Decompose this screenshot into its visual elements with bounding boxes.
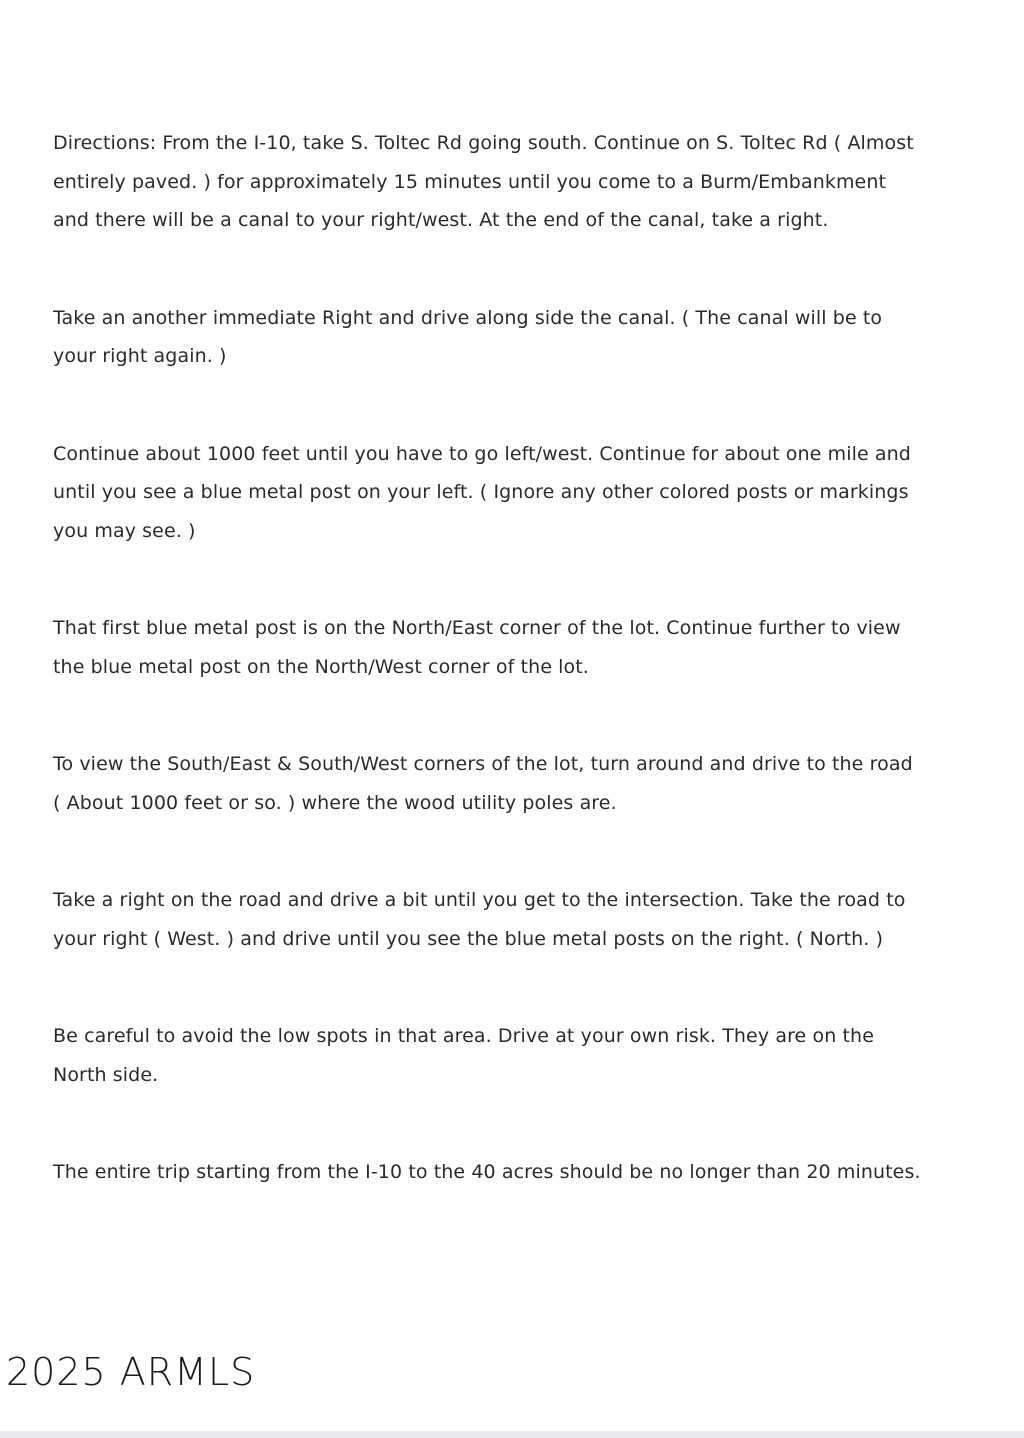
paragraph-directions-intro: Directions: From the I-10, take S. Toltec Rd going south. Continue on S. Toltec Rd ( Almost entirely paved. ) for approximately 15 minutes until you come to a Burm/Embankment and there will be a canal to your right/west. At the end of the canal, take a right. (53, 132, 914, 231)
paragraph-immediate-right: Take an another immediate Right and drive along side the canal. ( The canal will be to your right again. ) (53, 306, 883, 367)
directions-document (53, 124, 923, 1192)
armls-watermark: 2025 ARMLS (6, 1350, 256, 1394)
paragraph-low-spots-warning: Be careful to avoid the low spots in that area. Drive at your own risk. They are on the North side. (53, 1025, 874, 1086)
bottom-divider (0, 1431, 1024, 1438)
paragraph-right-on-road: Take a right on the road and drive a bit until you get to the intersection. Take the road to your right ( West. ) and drive until you see the blue metal posts on the right. ( North. ) (53, 889, 906, 950)
paragraph-continue-1000-feet: Continue about 1000 feet until you have to go left/west. Continue for about one mile and until you see a blue metal post on your left. ( Ignore any other colored posts or markings you may see. ) (53, 442, 911, 542)
paragraph-south-corners: To view the South/East & South/West corners of the lot, turn around and drive to the road ( About 1000 feet or so. ) where the wood utility poles are. (53, 753, 913, 814)
paragraph-trip-duration: The entire trip starting from the I-10 to the 40 acres should be no longer than 20 minutes. (53, 1161, 921, 1183)
paragraph-first-blue-post: That first blue metal post is on the North/East corner of the lot. Continue further to view the blue metal post on the North/West corner of the lot. (53, 617, 901, 678)
